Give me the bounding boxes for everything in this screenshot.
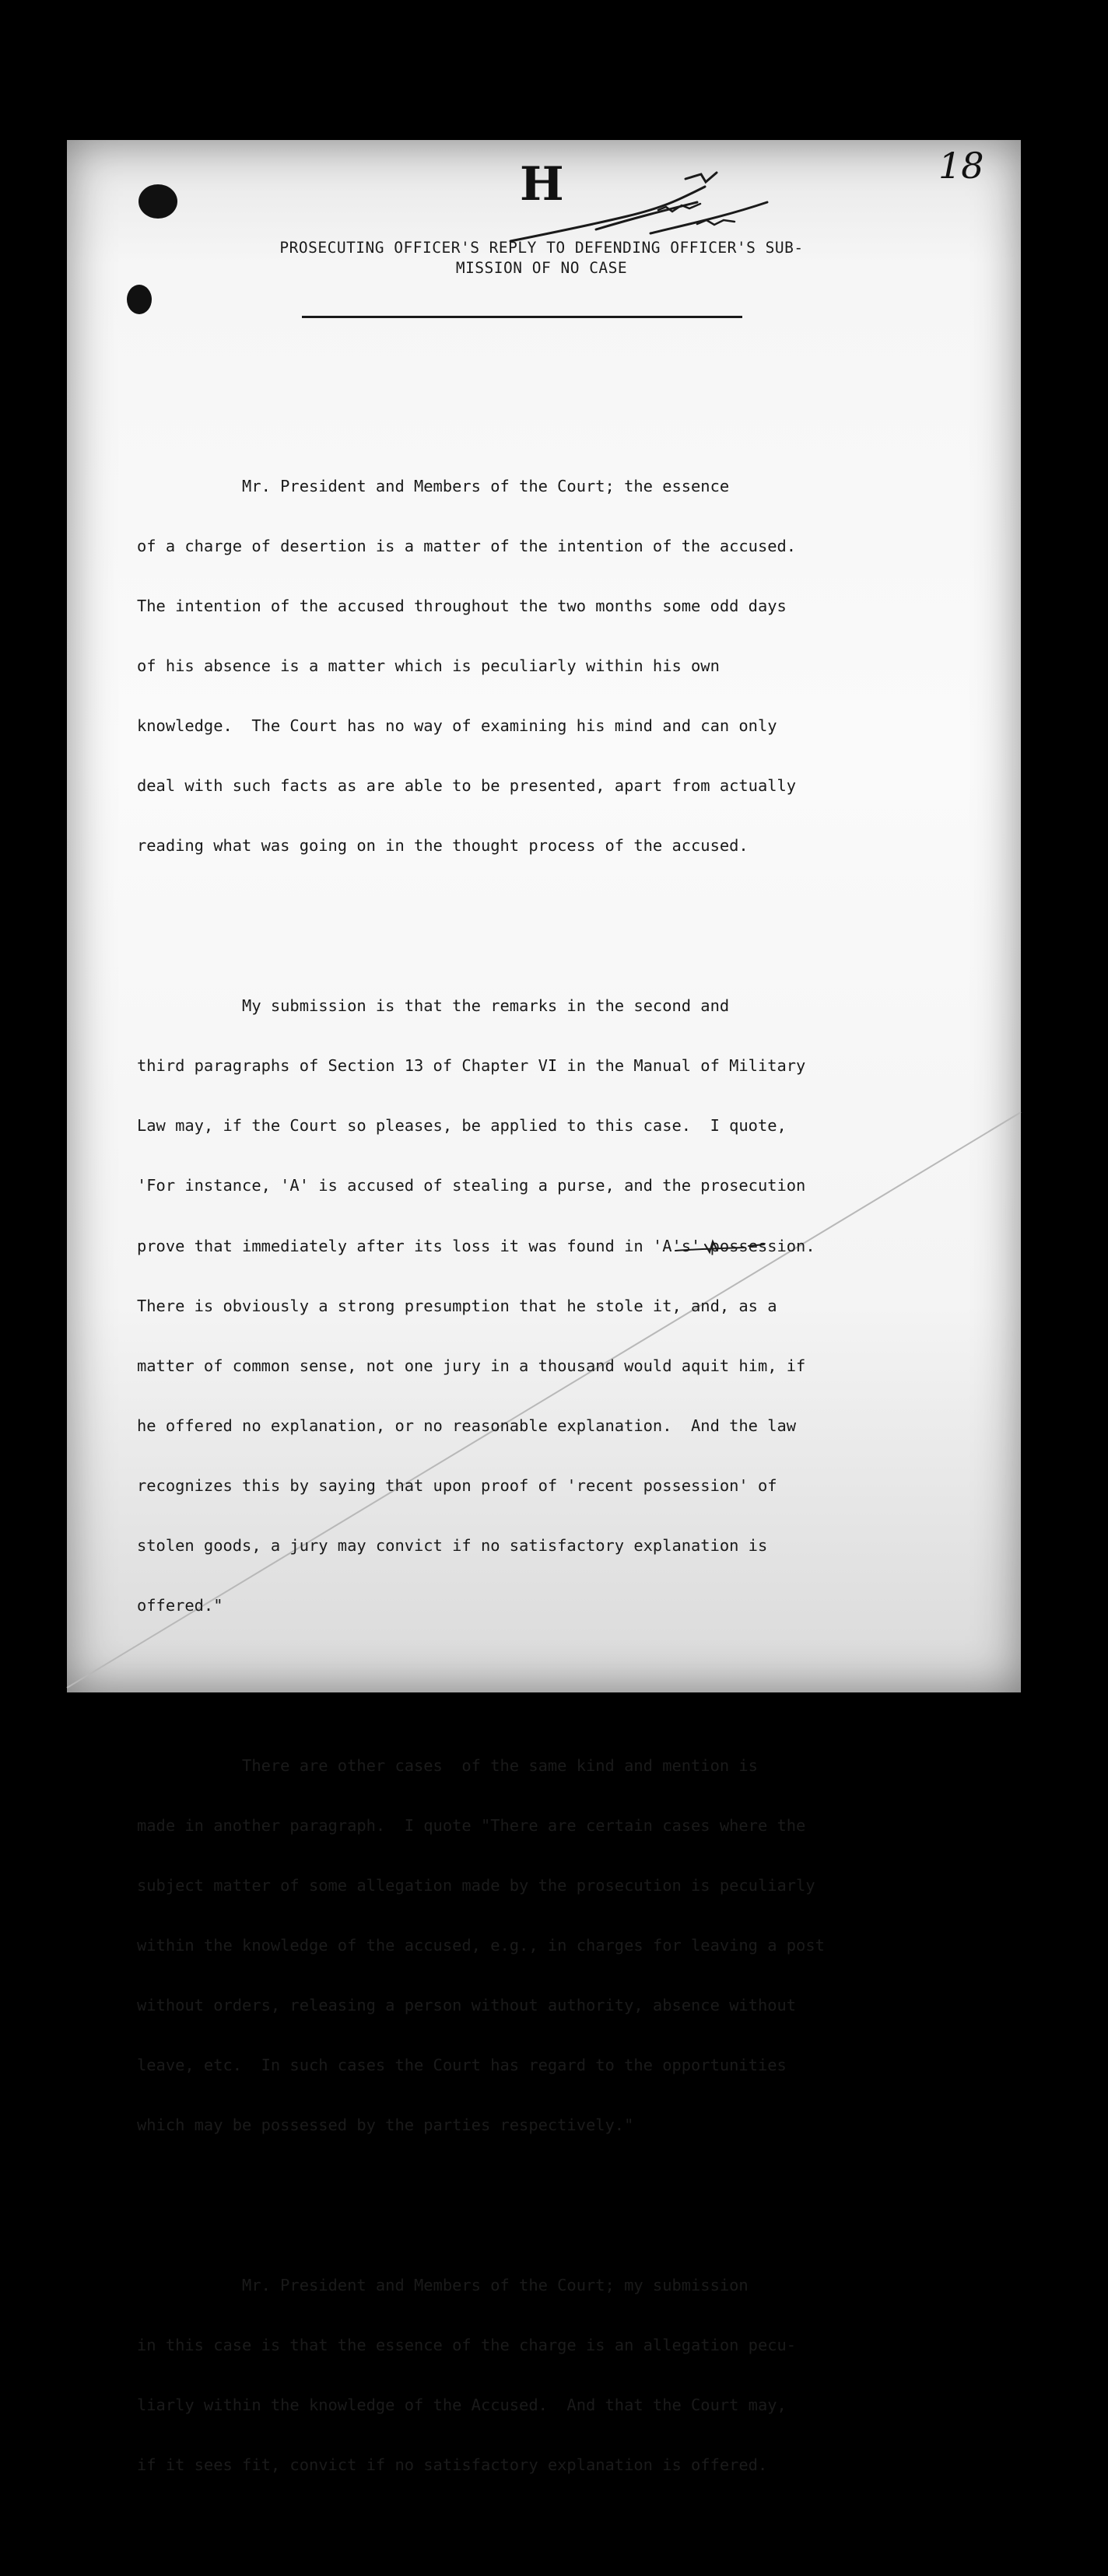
paragraph-4 — [137, 2236, 1001, 2516]
text-line: subject matter of some allegation made by the prosecution is peculiarly — [137, 1876, 815, 1895]
title-underline-rule — [302, 316, 742, 318]
text-line: within the knowledge of the accused, e.g., in charges for leaving a post — [137, 1936, 825, 1955]
text-line: leave, etc. In such cases the Court has regard to the opportunities — [137, 2056, 787, 2075]
text-line: he offered no explanation, or no reasonable explanation. And the law — [137, 1416, 797, 1435]
text-line: 'For instance, 'A' is accused of stealing a purse, and the prosecution — [137, 1176, 806, 1195]
text-line: stolen goods, a jury may convict if no satisfactory explanation is — [137, 1536, 768, 1556]
text-line: deal with such facts as are able to be presented, apart from actually — [137, 776, 797, 796]
title-line-2: MISSION OF NO CASE — [455, 259, 628, 277]
text-line: Mr. President and Members of the Court; my submission — [137, 2276, 749, 2295]
text-line: in this case is that the essence of the charge is an allegation pecu- — [137, 2336, 797, 2355]
text-line: reading what was going on in the thought process of the accused. — [137, 836, 749, 856]
handwritten-initials-scribble — [503, 156, 783, 249]
punch-hole-top — [138, 184, 177, 219]
text-line: recognizes this by saying that upon proof of 'recent possession' of — [137, 1475, 777, 1495]
text-line: matter of common sense, not one jury in a thousand would aquit him, if — [137, 1356, 806, 1375]
text-line: The intention of the accused throughout the two months some odd days — [137, 597, 787, 616]
handwritten-signature-mark — [674, 1237, 767, 1260]
text-line: My submission is that the remarks in the second and — [137, 996, 730, 1016]
text-line: There are other cases of the same kind and mention is — [137, 1755, 758, 1775]
text-line: of his absence is a matter which is peculiarly within his own — [137, 656, 720, 676]
text-line: third paragraphs of Section 13 of Chapter VI in the Manual of Military — [137, 1056, 806, 1076]
punch-hole-middle — [127, 285, 152, 314]
handwritten-page-number: 18 — [938, 145, 984, 187]
text-line: liarly within the knowledge of the Accused. And that the Court may, — [137, 2396, 787, 2415]
paragraph-2 — [137, 957, 1001, 1657]
text-line: if it sees fit, convict if no satisfactory explanation is offered. — [137, 2455, 768, 2475]
text-line: which may be possessed by the parties respectively." — [137, 2116, 634, 2135]
text-line: prove that immediately after its loss it was found in 'A's' possession. — [137, 1236, 815, 1255]
text-line: Law may, if the Court so pleases, be applied to this case. I quote, — [137, 1116, 787, 1136]
text-line: There is obviously a strong presumption that he stole it, and, as a — [137, 1296, 777, 1315]
text-line: Mr. President and Members of the Court; the essence — [137, 476, 730, 495]
text-line: offered." — [137, 1596, 223, 1615]
document-page — [67, 140, 1021, 2475]
title-line-1: PROSECUTING OFFICER'S REPLY TO DEFENDING OFFICER'S SUB- — [279, 239, 804, 257]
document-body — [137, 397, 1001, 2576]
text-line: made in another paragraph. I quote "There are certain cases where the — [137, 1815, 806, 1835]
handwritten-letter-annotation: H — [520, 157, 564, 212]
document-title — [160, 238, 923, 278]
text-line: knowledge. The Court has no way of examining his mind and can only — [137, 716, 777, 736]
text-line: of a charge of desertion is a matter of the intention of the accused. — [137, 536, 797, 555]
paragraph-1 — [137, 436, 1001, 896]
text-line: without orders, releasing a person without authority, absence without — [137, 1996, 797, 2015]
paragraph-3 — [137, 1716, 1001, 2175]
